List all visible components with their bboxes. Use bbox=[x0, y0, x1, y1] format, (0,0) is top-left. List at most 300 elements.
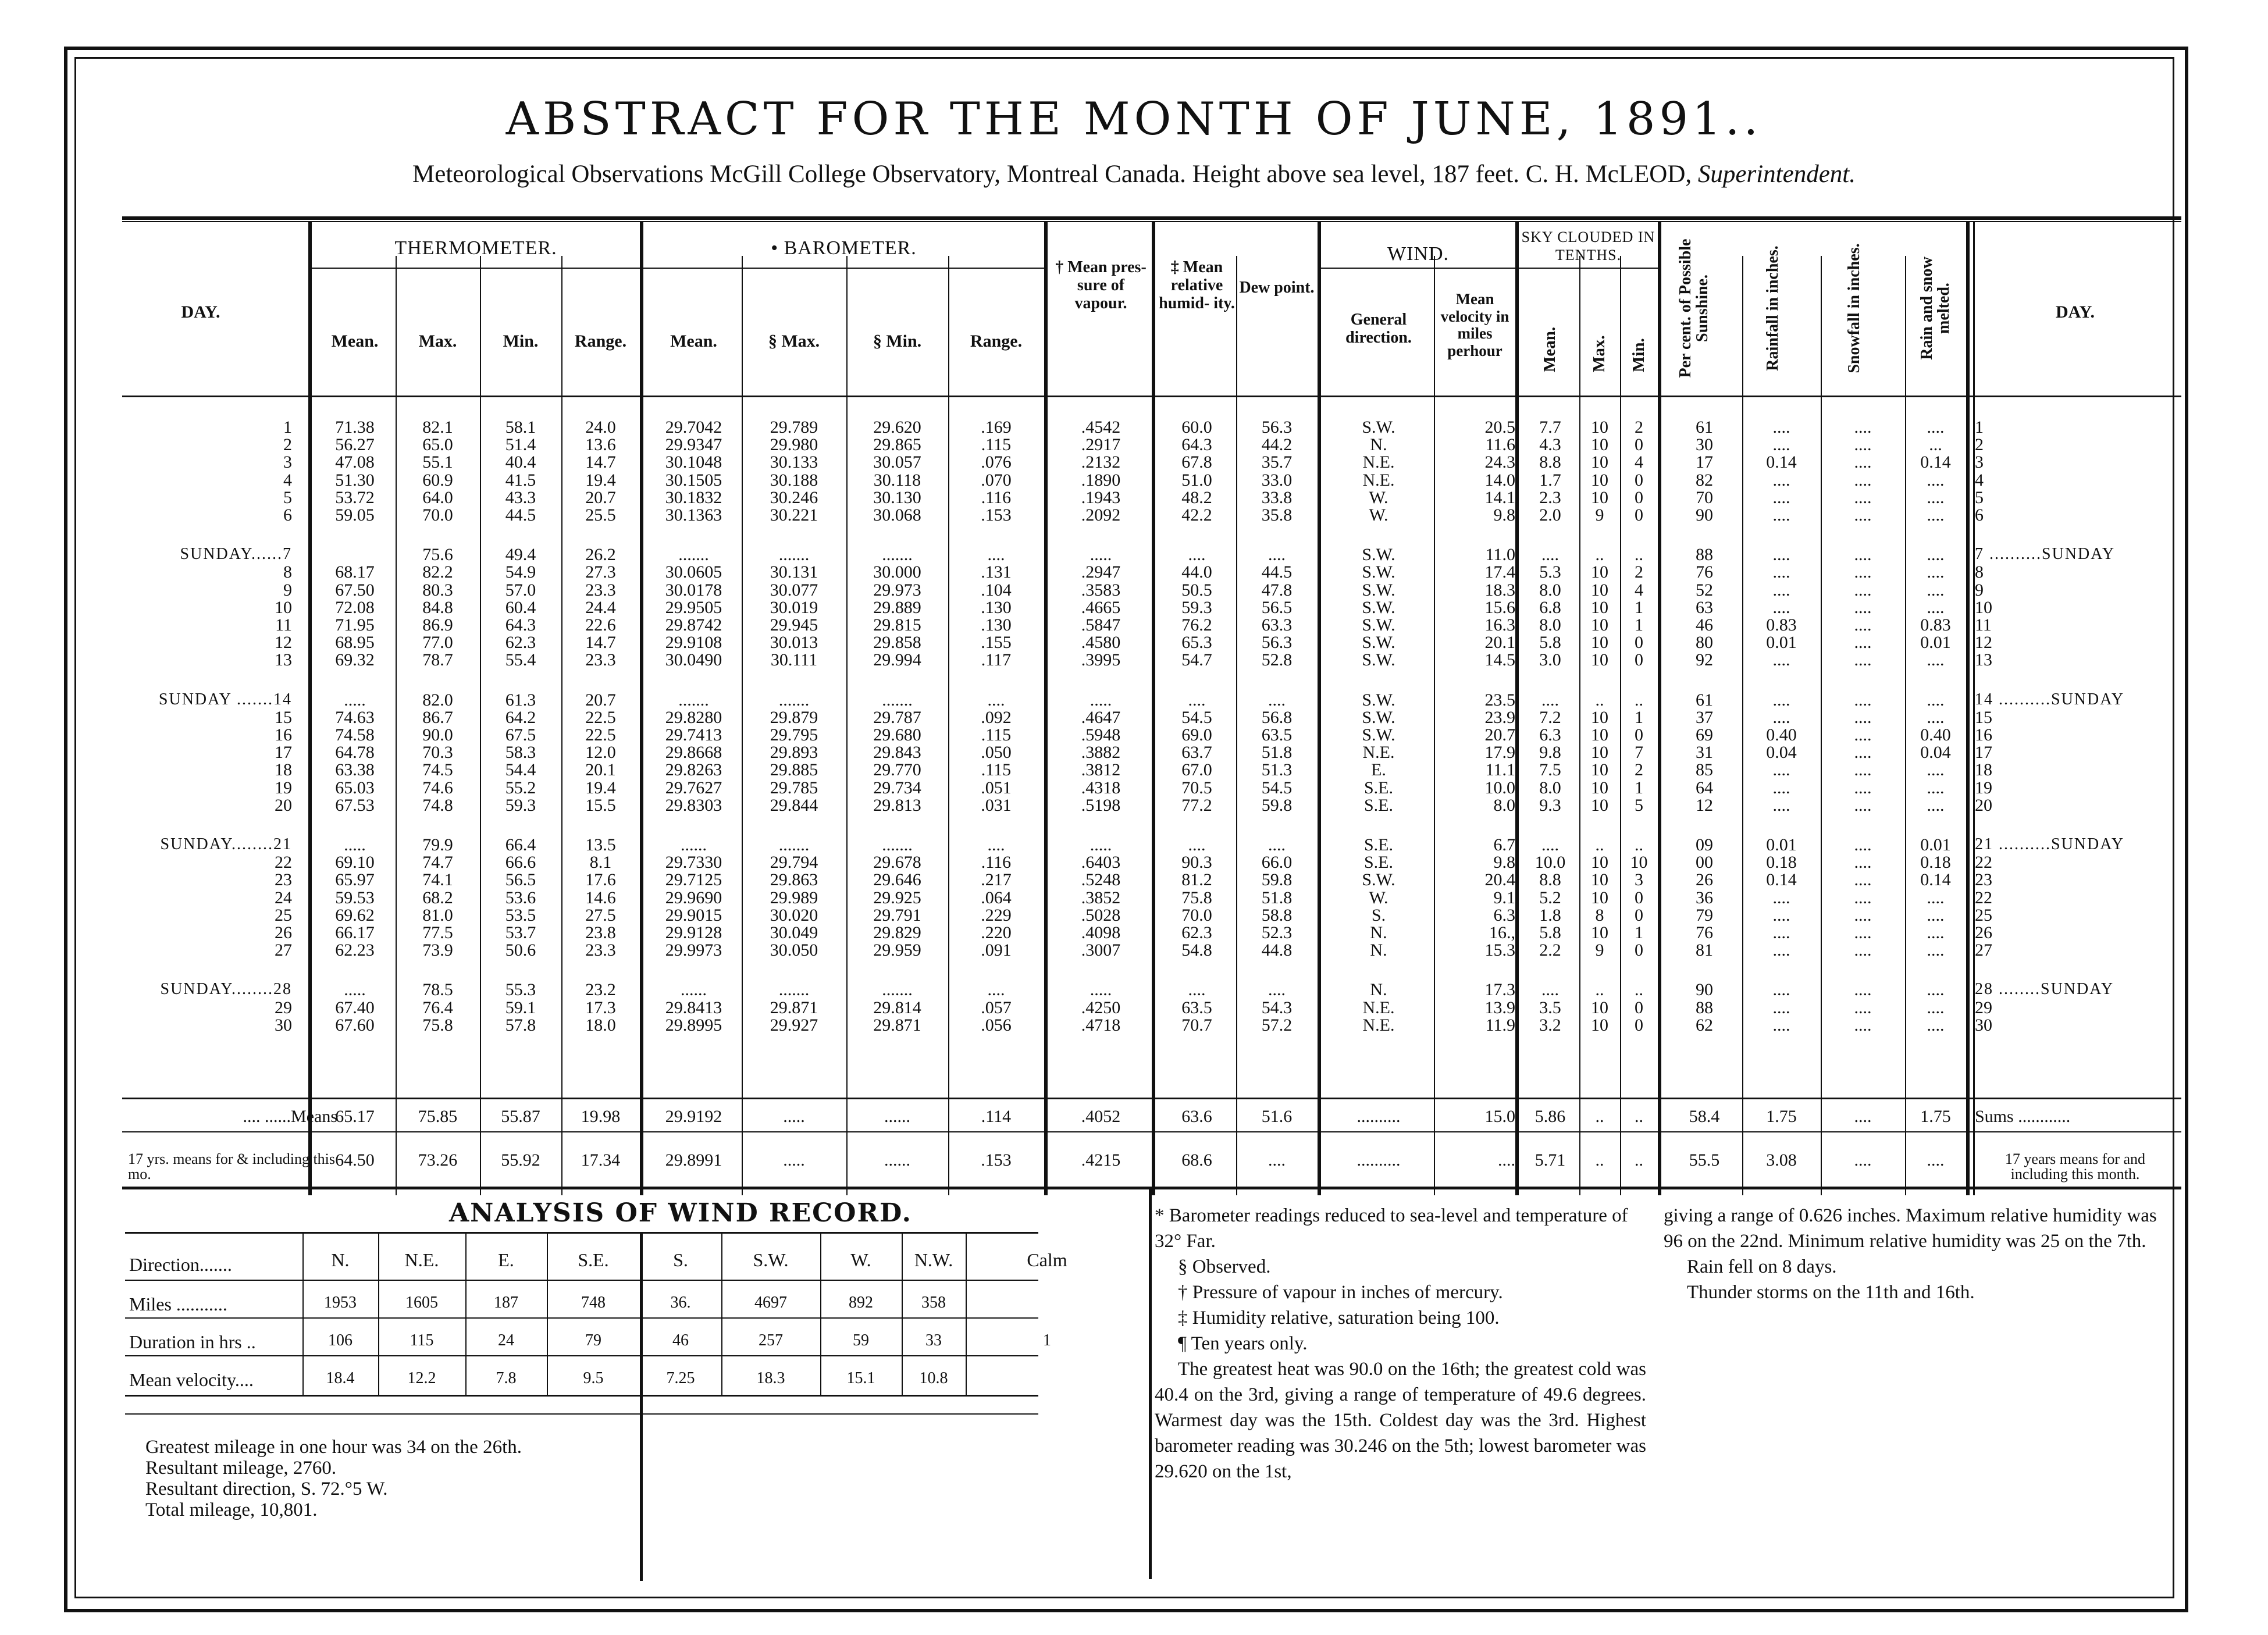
table-cell: 61.3 bbox=[505, 690, 536, 710]
table-cell: 10 bbox=[1591, 707, 1608, 727]
table-cell: 9 bbox=[1595, 505, 1604, 525]
table-cell: 0 bbox=[1635, 725, 1643, 745]
table-cell: .... bbox=[1854, 545, 1872, 565]
table-cell: 65.3 bbox=[1181, 633, 1212, 653]
table-cell: 29 bbox=[275, 998, 292, 1017]
wind-row-value: 18.4 bbox=[326, 1369, 355, 1387]
table-cell: 80 bbox=[1696, 633, 1713, 653]
table-cell: 27 bbox=[1975, 941, 1992, 960]
table-cell: 10 bbox=[1591, 725, 1608, 745]
table-cell: .... bbox=[1268, 980, 1286, 1000]
table-cell: 10 bbox=[1591, 633, 1608, 653]
table-cell: .... bbox=[1854, 505, 1872, 525]
column-divider bbox=[1152, 221, 1155, 1195]
table-cell: N. bbox=[1370, 435, 1387, 455]
table-cell: SUNDAY .......14 bbox=[158, 690, 292, 708]
table-cell: 4.3 bbox=[1539, 435, 1561, 455]
remarks bbox=[1664, 1203, 2176, 1305]
table-cell: ..... bbox=[1090, 835, 1112, 854]
table-cell: 10 bbox=[275, 597, 292, 617]
table-cell: .... bbox=[1268, 835, 1286, 854]
page-subtitle bbox=[0, 160, 2268, 188]
wind-row-value: 892 bbox=[849, 1294, 873, 1312]
table-cell: 9 bbox=[283, 580, 292, 600]
table-cell: 59.05 bbox=[335, 505, 375, 525]
table-cell: S.W. bbox=[1362, 545, 1395, 565]
table-cell: 67.50 bbox=[335, 580, 375, 600]
table-cell: 10 bbox=[1591, 795, 1608, 815]
means-cell: 1.75 bbox=[1766, 1107, 1797, 1126]
table-cell: .064 bbox=[981, 888, 1012, 907]
table-cell: 0.83 bbox=[1920, 615, 1951, 635]
table-cell: 30.049 bbox=[770, 923, 818, 942]
table-cell: .... bbox=[1927, 980, 1945, 1000]
table-cell: 29.770 bbox=[873, 760, 921, 780]
humidity-header: ‡ Mean relative humid- ity. bbox=[1159, 258, 1235, 312]
table-cell: 29.680 bbox=[873, 725, 921, 745]
table-cell: 8.0 bbox=[1539, 615, 1561, 635]
means-cell: 15.0 bbox=[1484, 1107, 1515, 1126]
table-cell: SUNDAY........28 bbox=[160, 980, 292, 999]
table-cell: .056 bbox=[981, 1015, 1012, 1035]
table-cell: S.W. bbox=[1362, 633, 1395, 653]
table-cell: 10.0 bbox=[1534, 853, 1566, 872]
table-cell: 10 bbox=[1591, 923, 1608, 942]
table-cell: .3882 bbox=[1081, 743, 1121, 763]
table-cell: 00 bbox=[1696, 853, 1713, 872]
table-cell: 20.5 bbox=[1484, 418, 1515, 437]
wind-row-value: 748 bbox=[581, 1294, 606, 1312]
table-cell: .076 bbox=[981, 453, 1012, 472]
table-cell: 5.2 bbox=[1539, 888, 1561, 907]
footnote: * Barometer readings reduced to sea-level and temperature of 32° Far. bbox=[1155, 1205, 1628, 1252]
table-cell: .... bbox=[987, 690, 1005, 710]
table-cell: 37 bbox=[1696, 707, 1713, 727]
table-cell: 50.5 bbox=[1181, 580, 1212, 600]
table-cell: 55.4 bbox=[505, 650, 536, 670]
table-cell: 29.889 bbox=[873, 597, 921, 617]
table-cell: .2947 bbox=[1081, 562, 1121, 582]
table-cell: 20.1 bbox=[1484, 633, 1515, 653]
table-cell: .4542 bbox=[1081, 418, 1121, 437]
table-cell: 56.8 bbox=[1261, 707, 1293, 727]
table-cell: .091 bbox=[981, 941, 1012, 960]
table-cell: .... bbox=[987, 980, 1005, 1000]
table-cell: 20.7 bbox=[1484, 725, 1515, 745]
table-cell: 52.8 bbox=[1261, 650, 1293, 670]
table-cell: 30.221 bbox=[770, 505, 818, 525]
group-rule bbox=[643, 268, 1044, 269]
table-cell: 29.858 bbox=[873, 633, 921, 653]
table-cell: 90 bbox=[1696, 980, 1713, 1000]
table-cell: 23.5 bbox=[1484, 690, 1515, 710]
table-cell: .1890 bbox=[1081, 470, 1121, 490]
table-cell: 54.8 bbox=[1181, 941, 1212, 960]
table-cell: 30.1832 bbox=[665, 487, 722, 507]
table-cell: 74.58 bbox=[335, 725, 375, 745]
table-cell: 30.019 bbox=[770, 597, 818, 617]
table-cell: 10 bbox=[1591, 888, 1608, 907]
table-cell: 29.8668 bbox=[665, 743, 722, 763]
table-cell: 65.0 bbox=[422, 435, 453, 455]
table-cell: 0.18 bbox=[1920, 853, 1951, 872]
table-cell: 62.3 bbox=[1181, 923, 1212, 942]
wind-row-value: 1 bbox=[1043, 1331, 1051, 1349]
therm-col-header: Max. bbox=[418, 332, 457, 351]
table-cell: 6.8 bbox=[1539, 597, 1561, 617]
table-cell: 57.8 bbox=[505, 1015, 536, 1035]
table-cell: 1 bbox=[1635, 923, 1643, 942]
table-cell: ... bbox=[1929, 435, 1942, 455]
table-cell: 58.3 bbox=[505, 743, 536, 763]
table-cell: 25 bbox=[275, 905, 292, 925]
table-cell: 26 bbox=[1696, 870, 1713, 890]
table-cell: .116 bbox=[981, 487, 1012, 507]
long-term-means-cell: .... bbox=[1854, 1150, 1872, 1170]
table-cell: .... bbox=[1854, 905, 1872, 925]
means-cell: .... ......Means bbox=[243, 1107, 337, 1126]
table-cell: 11.1 bbox=[1485, 760, 1515, 780]
table-cell: 54.4 bbox=[505, 760, 536, 780]
table-cell: 90 bbox=[1696, 505, 1713, 525]
table-cell: ..... bbox=[344, 835, 366, 854]
table-cell: 19.4 bbox=[585, 778, 616, 797]
table-cell: 29.795 bbox=[770, 725, 818, 745]
table-cell: 29.885 bbox=[770, 760, 818, 780]
table-cell: 68.2 bbox=[422, 888, 453, 907]
table-cell: 18.0 bbox=[585, 1015, 616, 1035]
table-cell: ....... bbox=[678, 690, 709, 710]
table-cell: 30.020 bbox=[770, 905, 818, 925]
table-cell: 82.1 bbox=[422, 418, 453, 437]
wind-table-bottom bbox=[125, 1395, 1038, 1397]
table-cell: N. bbox=[1370, 980, 1387, 1000]
table-cell: .... bbox=[1854, 870, 1872, 890]
long-term-means-cell: 64.50 bbox=[335, 1150, 375, 1170]
table-cell: .5248 bbox=[1081, 870, 1121, 890]
wind-col-divider bbox=[721, 1232, 722, 1395]
table-cell: .... bbox=[1772, 941, 1790, 960]
table-cell: 3 bbox=[1635, 870, 1643, 890]
table-cell: 29.7627 bbox=[665, 778, 722, 797]
table-cell: 29.871 bbox=[770, 998, 818, 1017]
table-cell: 14.1 bbox=[1484, 487, 1515, 507]
table-cell: 51.8 bbox=[1261, 743, 1293, 763]
table-cell: .... bbox=[1772, 888, 1790, 907]
table-cell: 11 bbox=[1975, 615, 1992, 635]
long-term-means-cell: .. bbox=[1595, 1150, 1604, 1170]
table-cell: 67.40 bbox=[335, 998, 375, 1017]
table-cell: ....... bbox=[882, 980, 913, 1000]
table-cell: S.W. bbox=[1362, 725, 1395, 745]
long-term-means-cell: .... bbox=[1498, 1150, 1515, 1170]
table-cell: 1 bbox=[1635, 778, 1643, 797]
table-cell: .... bbox=[1927, 923, 1945, 942]
table-cell: 29.734 bbox=[873, 778, 921, 797]
long-term-means-cell: 17 yrs. means for & including this mo. bbox=[128, 1150, 336, 1182]
table-cell: 0 bbox=[1635, 888, 1643, 907]
wind-direction-label: E. bbox=[498, 1249, 514, 1270]
table-cell: .... bbox=[1188, 545, 1206, 565]
table-cell: S.E. bbox=[1363, 795, 1393, 815]
long-term-means-cell: 3.08 bbox=[1766, 1150, 1797, 1170]
table-cell: .3812 bbox=[1081, 760, 1121, 780]
table-cell: .117 bbox=[981, 650, 1012, 670]
table-cell: 67.5 bbox=[505, 725, 536, 745]
table-cell: 68.95 bbox=[335, 633, 375, 653]
table-cell: 0.14 bbox=[1920, 870, 1951, 890]
table-cell: 9.3 bbox=[1539, 795, 1561, 815]
table-cell: 55.2 bbox=[505, 778, 536, 797]
table-cell: 17.9 bbox=[1484, 743, 1515, 763]
table-cell: 84.8 bbox=[422, 597, 453, 617]
long-term-means-cell: 68.6 bbox=[1181, 1150, 1212, 1170]
sunshine-header: Per cent. of Possible Sunshine. bbox=[1676, 238, 1712, 378]
table-cell: 14.5 bbox=[1484, 650, 1515, 670]
table-cell: ....... bbox=[678, 545, 709, 565]
table-cell: 15.6 bbox=[1484, 597, 1515, 617]
table-cell: 17 bbox=[1696, 453, 1713, 472]
table-cell: 29.794 bbox=[770, 853, 818, 872]
table-cell: 9 bbox=[1595, 941, 1604, 960]
wind-group-header: WIND. bbox=[1387, 243, 1450, 265]
table-cell: 5 bbox=[1975, 487, 1984, 507]
table-cell: 70 bbox=[1696, 487, 1713, 507]
table-cell: 29.871 bbox=[873, 1015, 921, 1035]
table-cell: .... bbox=[1188, 980, 1206, 1000]
means-top-rule bbox=[122, 1098, 2181, 1099]
table-cell: 17.6 bbox=[585, 870, 616, 890]
long-term-means-cell: 73.26 bbox=[418, 1150, 458, 1170]
table-cell: 82 bbox=[1696, 470, 1713, 490]
table-cell: 61 bbox=[1696, 418, 1713, 437]
table-cell: 20 bbox=[275, 795, 292, 815]
table-cell: .... bbox=[1927, 941, 1945, 960]
wind-row-label: Duration in hrs .. bbox=[129, 1331, 256, 1352]
table-cell: 70.7 bbox=[1181, 1015, 1212, 1035]
wind-row-value: 358 bbox=[921, 1294, 946, 1312]
table-cell: 55.3 bbox=[505, 980, 536, 1000]
means-cell: 58.4 bbox=[1689, 1107, 1720, 1126]
table-cell: 58.8 bbox=[1261, 905, 1293, 925]
long-term-means-cell: .. bbox=[1635, 1150, 1643, 1170]
table-cell: ..... bbox=[1090, 690, 1112, 710]
table-cell: 30.1048 bbox=[665, 453, 722, 472]
table-cell: 69 bbox=[1696, 725, 1713, 745]
table-cell: 74.5 bbox=[422, 760, 453, 780]
table-cell: .131 bbox=[981, 562, 1012, 582]
table-cell: .. bbox=[1595, 545, 1604, 565]
table-cell: 5 bbox=[1635, 795, 1643, 815]
table-cell: 10.0 bbox=[1484, 778, 1515, 797]
table-cell: 27 bbox=[275, 941, 292, 960]
means-cell: .. bbox=[1595, 1107, 1604, 1126]
wind-row-label: Direction....... bbox=[129, 1254, 232, 1275]
table-cell: 20 bbox=[1975, 795, 1992, 815]
table-cell: 86.7 bbox=[422, 707, 453, 727]
table-cell: .2092 bbox=[1081, 505, 1121, 525]
table-cell: .... bbox=[1541, 545, 1559, 565]
wind-direction-label: S. bbox=[673, 1249, 688, 1270]
table-cell: .... bbox=[1927, 650, 1945, 670]
table-cell: 29.8413 bbox=[665, 998, 722, 1017]
table-cell: 56.27 bbox=[335, 435, 375, 455]
table-cell: 22.6 bbox=[585, 615, 616, 635]
table-cell: 79 bbox=[1696, 905, 1713, 925]
table-cell: .229 bbox=[981, 905, 1012, 925]
wind-analysis-title: ANALYSIS OF WIND RECORD. bbox=[449, 1198, 912, 1228]
wind-row-value: 59 bbox=[853, 1331, 869, 1349]
summary-bottom-rule bbox=[122, 1187, 2181, 1189]
table-cell: 77.2 bbox=[1181, 795, 1212, 815]
table-cell: 44.5 bbox=[1261, 562, 1293, 582]
table-cell: 7 ..........SUNDAY bbox=[1975, 545, 2116, 564]
table-cell: 59.8 bbox=[1261, 870, 1293, 890]
therm-col-header: Range. bbox=[574, 332, 627, 351]
table-cell: 6.7 bbox=[1493, 835, 1515, 854]
table-cell: 27.3 bbox=[585, 562, 616, 582]
table-cell: 74.1 bbox=[422, 870, 453, 890]
table-cell: 63.38 bbox=[335, 760, 375, 780]
table-cell: 74.6 bbox=[422, 778, 453, 797]
table-cell: .... bbox=[987, 835, 1005, 854]
table-cell: 10 bbox=[1591, 870, 1608, 890]
table-cell: 12.0 bbox=[585, 743, 616, 763]
table-cell: .217 bbox=[981, 870, 1012, 890]
table-cell: 2 bbox=[1635, 562, 1643, 582]
table-cell: 12 bbox=[1696, 795, 1713, 815]
table-cell: 0 bbox=[1635, 1015, 1643, 1035]
table-cell: N. bbox=[1370, 941, 1387, 960]
table-cell: 13.9 bbox=[1484, 998, 1515, 1017]
wind-section-divider bbox=[640, 1232, 643, 1581]
table-cell: 54.3 bbox=[1261, 998, 1293, 1017]
table-cell: 10 bbox=[1591, 597, 1608, 617]
means-cell: 65.17 bbox=[335, 1107, 375, 1126]
table-cell: ..... bbox=[344, 980, 366, 1000]
table-cell: 63.3 bbox=[1261, 615, 1293, 635]
table-cell: .153 bbox=[981, 505, 1012, 525]
table-cell: .... bbox=[1854, 453, 1872, 472]
group-rule bbox=[1321, 268, 1515, 269]
table-cell: 0 bbox=[1635, 633, 1643, 653]
table-cell: .3007 bbox=[1081, 941, 1121, 960]
means-cell: Sums ............ bbox=[1975, 1107, 2071, 1126]
table-cell: .. bbox=[1635, 545, 1643, 565]
table-cell: .4098 bbox=[1081, 923, 1121, 942]
table-cell: 58.1 bbox=[505, 418, 536, 437]
table-cell: 54.7 bbox=[1181, 650, 1212, 670]
table-cell: 10 bbox=[1591, 418, 1608, 437]
table-cell: .... bbox=[1854, 760, 1872, 780]
table-cell: 24 bbox=[275, 888, 292, 907]
table-cell: 2.3 bbox=[1539, 487, 1561, 507]
table-cell: 75.6 bbox=[422, 545, 453, 565]
table-cell: 2 bbox=[1975, 435, 1984, 455]
table-cell: 29.9347 bbox=[665, 435, 722, 455]
table-cell: 0.18 bbox=[1766, 853, 1797, 872]
table-cell: N.E. bbox=[1362, 998, 1395, 1017]
table-cell: 9.8 bbox=[1493, 505, 1515, 525]
therm-col-header: Mean. bbox=[331, 332, 379, 351]
long-term-means-cell: 17 years means for and including this month. bbox=[2004, 1150, 2146, 1182]
table-cell: 1.7 bbox=[1539, 470, 1561, 490]
table-cell: 15.3 bbox=[1484, 941, 1515, 960]
footnote: ¶ Ten years only. bbox=[1178, 1333, 1308, 1354]
table-cell: .... bbox=[1927, 580, 1945, 600]
wind-row-value: 36. bbox=[670, 1294, 691, 1312]
table-cell: 3.2 bbox=[1539, 1015, 1561, 1035]
column-divider bbox=[1658, 221, 1661, 1195]
table-cell: 59.3 bbox=[1181, 597, 1212, 617]
table-cell: .... bbox=[1854, 418, 1872, 437]
table-cell: 30.118 bbox=[873, 470, 921, 490]
wind-direction-label: W. bbox=[850, 1249, 871, 1270]
table-cell: 51.0 bbox=[1181, 470, 1212, 490]
table-cell: 29.9505 bbox=[665, 597, 722, 617]
table-cell: 69.10 bbox=[335, 853, 375, 872]
table-cell: ....... bbox=[778, 980, 810, 1000]
table-cell: .... bbox=[1854, 835, 1872, 854]
table-cell: 4 bbox=[1635, 453, 1643, 472]
table-cell: 6.3 bbox=[1539, 725, 1561, 745]
table-cell: .... bbox=[1772, 418, 1790, 437]
table-cell: S.W. bbox=[1362, 418, 1395, 437]
table-cell: 74.63 bbox=[335, 707, 375, 727]
table-cell: 29.7330 bbox=[665, 853, 722, 872]
table-cell: 13.6 bbox=[585, 435, 616, 455]
table-cell: 10 bbox=[1591, 743, 1608, 763]
table-cell: 7 bbox=[1635, 743, 1643, 763]
table-cell: 82.0 bbox=[422, 690, 453, 710]
wind-velocity-header: Mean velocity in miles perhour bbox=[1440, 290, 1509, 360]
wind-direction-label: S.E. bbox=[578, 1249, 609, 1270]
table-cell: .... bbox=[1772, 505, 1790, 525]
table-cell: .115 bbox=[981, 725, 1012, 745]
wind-row-value: 9.5 bbox=[583, 1369, 604, 1387]
table-cell: 85 bbox=[1696, 760, 1713, 780]
table-cell: S.W. bbox=[1362, 562, 1395, 582]
table-cell: 14.7 bbox=[585, 453, 616, 472]
table-cell: 30 bbox=[275, 1015, 292, 1035]
table-cell: 29.893 bbox=[770, 743, 818, 763]
table-cell: 53.72 bbox=[335, 487, 375, 507]
rain-snow-header: Rain and snow melted. bbox=[1918, 257, 1953, 360]
baro-col-header: § Min. bbox=[873, 332, 922, 351]
table-cell: .... bbox=[1772, 760, 1790, 780]
table-cell: 71.95 bbox=[335, 615, 375, 635]
table-cell: 30.057 bbox=[873, 453, 921, 472]
table-cell: ...... bbox=[681, 835, 707, 854]
table-cell: 29.8995 bbox=[665, 1015, 722, 1035]
table-cell: 29.789 bbox=[770, 418, 818, 437]
table-cell: 0 bbox=[1635, 998, 1643, 1017]
table-cell: 0.40 bbox=[1920, 725, 1951, 745]
table-cell: .... bbox=[1268, 545, 1286, 565]
table-cell: 29.9973 bbox=[665, 941, 722, 960]
table-cell: .3852 bbox=[1081, 888, 1121, 907]
table-cell: N.E. bbox=[1362, 743, 1395, 763]
table-cell: 60.0 bbox=[1181, 418, 1212, 437]
column-divider bbox=[640, 221, 643, 1195]
table-cell: .... bbox=[1772, 580, 1790, 600]
long-term-means-cell: ...... bbox=[884, 1150, 910, 1170]
table-cell: 77.5 bbox=[422, 923, 453, 942]
table-cell: .155 bbox=[981, 633, 1012, 653]
table-cell: 4 bbox=[1975, 470, 1984, 490]
table-cell: W. bbox=[1369, 505, 1388, 525]
table-cell: 10 bbox=[1591, 435, 1608, 455]
